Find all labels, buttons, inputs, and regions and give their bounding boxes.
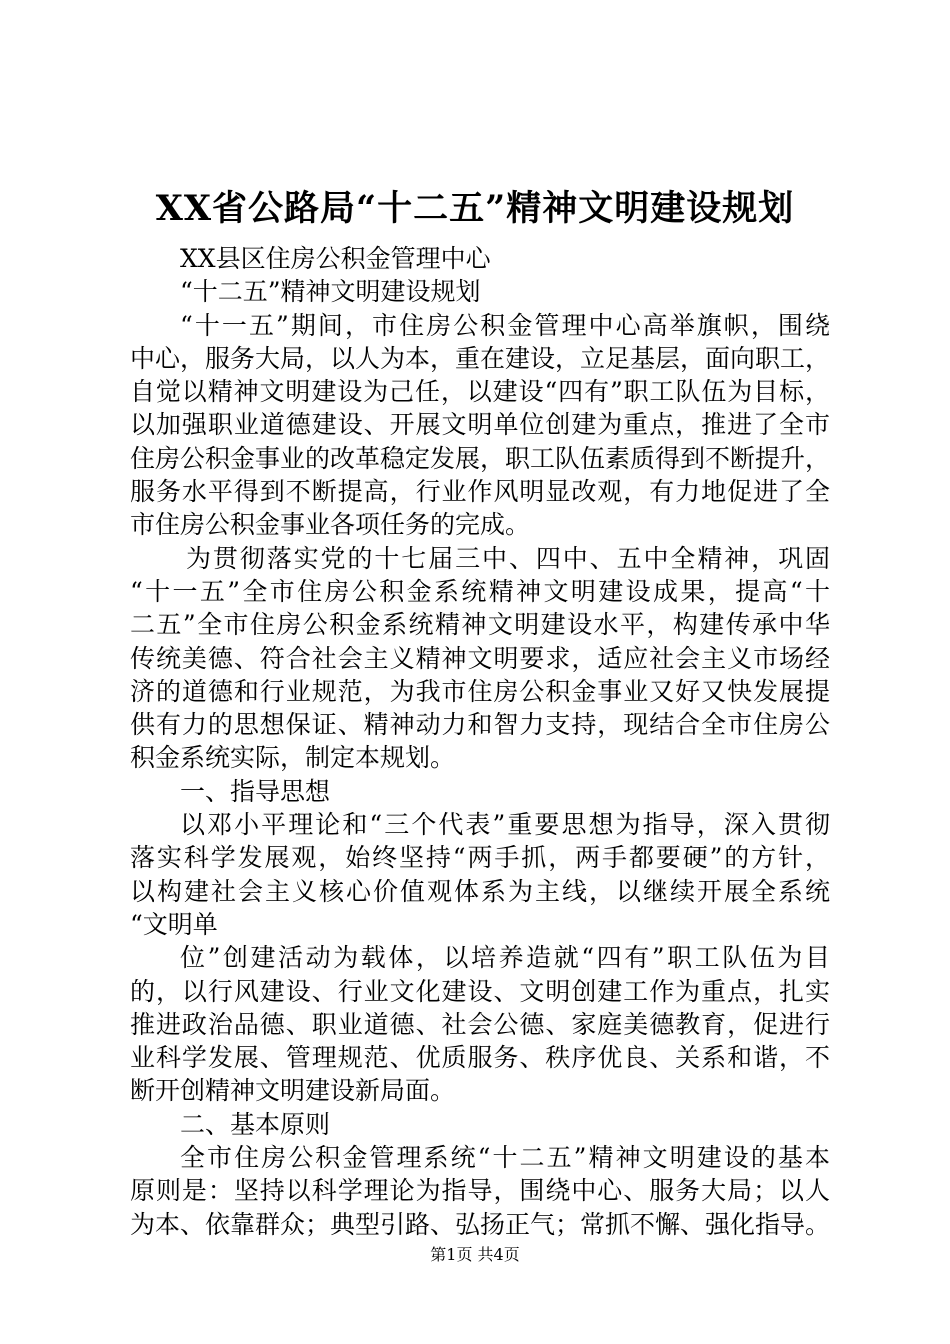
body-line: 以邓小平理论和“三个代表”重要思想为指导，深入贯彻	[180, 810, 830, 840]
page-footer: 第1页 共4页	[430, 1245, 520, 1264]
body-line: 的，以行风建设、行业文化建设、文明创建工作为重点，扎实	[130, 976, 830, 1006]
body-line: 以构建社会主义核心价值观体系为主线，以继续开展全系统	[130, 876, 830, 906]
body-line: “十一五”期间，市住房公积金管理中心高举旗帜，围绕	[180, 310, 830, 340]
body-line: XX县区住房公积金管理中心	[180, 244, 491, 273]
body-line: 市住房公积金事业各项任务的完成。	[130, 510, 531, 540]
section-heading: 一、指导思想	[180, 776, 331, 806]
body-line: 服务水平得到不断提高，行业作风明显改观，有力地促进了全	[130, 477, 830, 507]
body-line: 断开创精神文明建设新局面。	[130, 1076, 456, 1106]
body-line: 二五”全市住房公积金系统精神文明建设水平，构建传承中华	[130, 610, 830, 640]
body-line: 自觉以精神文明建设为己任，以建设“四有”职工队伍为目标，	[130, 377, 830, 407]
body-line: “十一五”全市住房公积金系统精神文明建设成果，提高“十	[130, 576, 830, 606]
document-body	[130, 242, 830, 1241]
body-line: 济的道德和行业规范，为我市住房公积金事业又好又快发展提	[130, 676, 830, 706]
body-line: 中心，服务大局，以人为本，重在建设，立足基层，面向职工，	[130, 343, 831, 373]
body-line: 传统美德、符合社会主义精神文明要求，适应社会主义市场经	[130, 643, 830, 673]
body-line: 原则是：坚持以科学理论为指导，围绕中心、服务大局；以人	[130, 1176, 830, 1206]
body-line: 为本、依靠群众；典型引路、弘扬正气；常抓不懈、强化指导。	[130, 1209, 831, 1239]
body-line: 住房公积金事业的改革稳定发展，职工队伍素质得到不断提升，	[130, 443, 831, 473]
body-line: 以加强职业道德建设、开展文明单位创建为重点，推进了全市	[130, 410, 830, 440]
body-line: 位”创建活动为载体，以培养造就“四有”职工队伍为目	[180, 943, 830, 973]
body-line: 为贯彻落实党的十七届三中、四中、五中全精神，巩固	[186, 543, 830, 573]
document-title: XX省公路局“十二五”精神文明建设规划	[155, 188, 795, 229]
body-line: 供有力的思想保证、精神动力和智力支持，现结合全市住房公	[130, 710, 830, 740]
body-line: 全市住房公积金管理系统“十二五”精神文明建设的基本	[180, 1143, 830, 1173]
body-line: 积金系统实际，制定本规划。	[130, 743, 456, 773]
body-line: “文明单	[130, 909, 218, 939]
body-line: 业科学发展、管理规范、优质服务、秩序优良、关系和谐，不	[130, 1043, 830, 1073]
body-line: 落实科学发展观，始终坚持“两手抓，两手都要硬”的方针，	[130, 843, 830, 873]
body-line: 推进政治品德、职业道德、社会公德、家庭美德教育，促进行	[130, 1009, 830, 1039]
body-line: “十二五”精神文明建设规划	[180, 277, 481, 307]
section-heading: 二、基本原则	[180, 1109, 331, 1139]
